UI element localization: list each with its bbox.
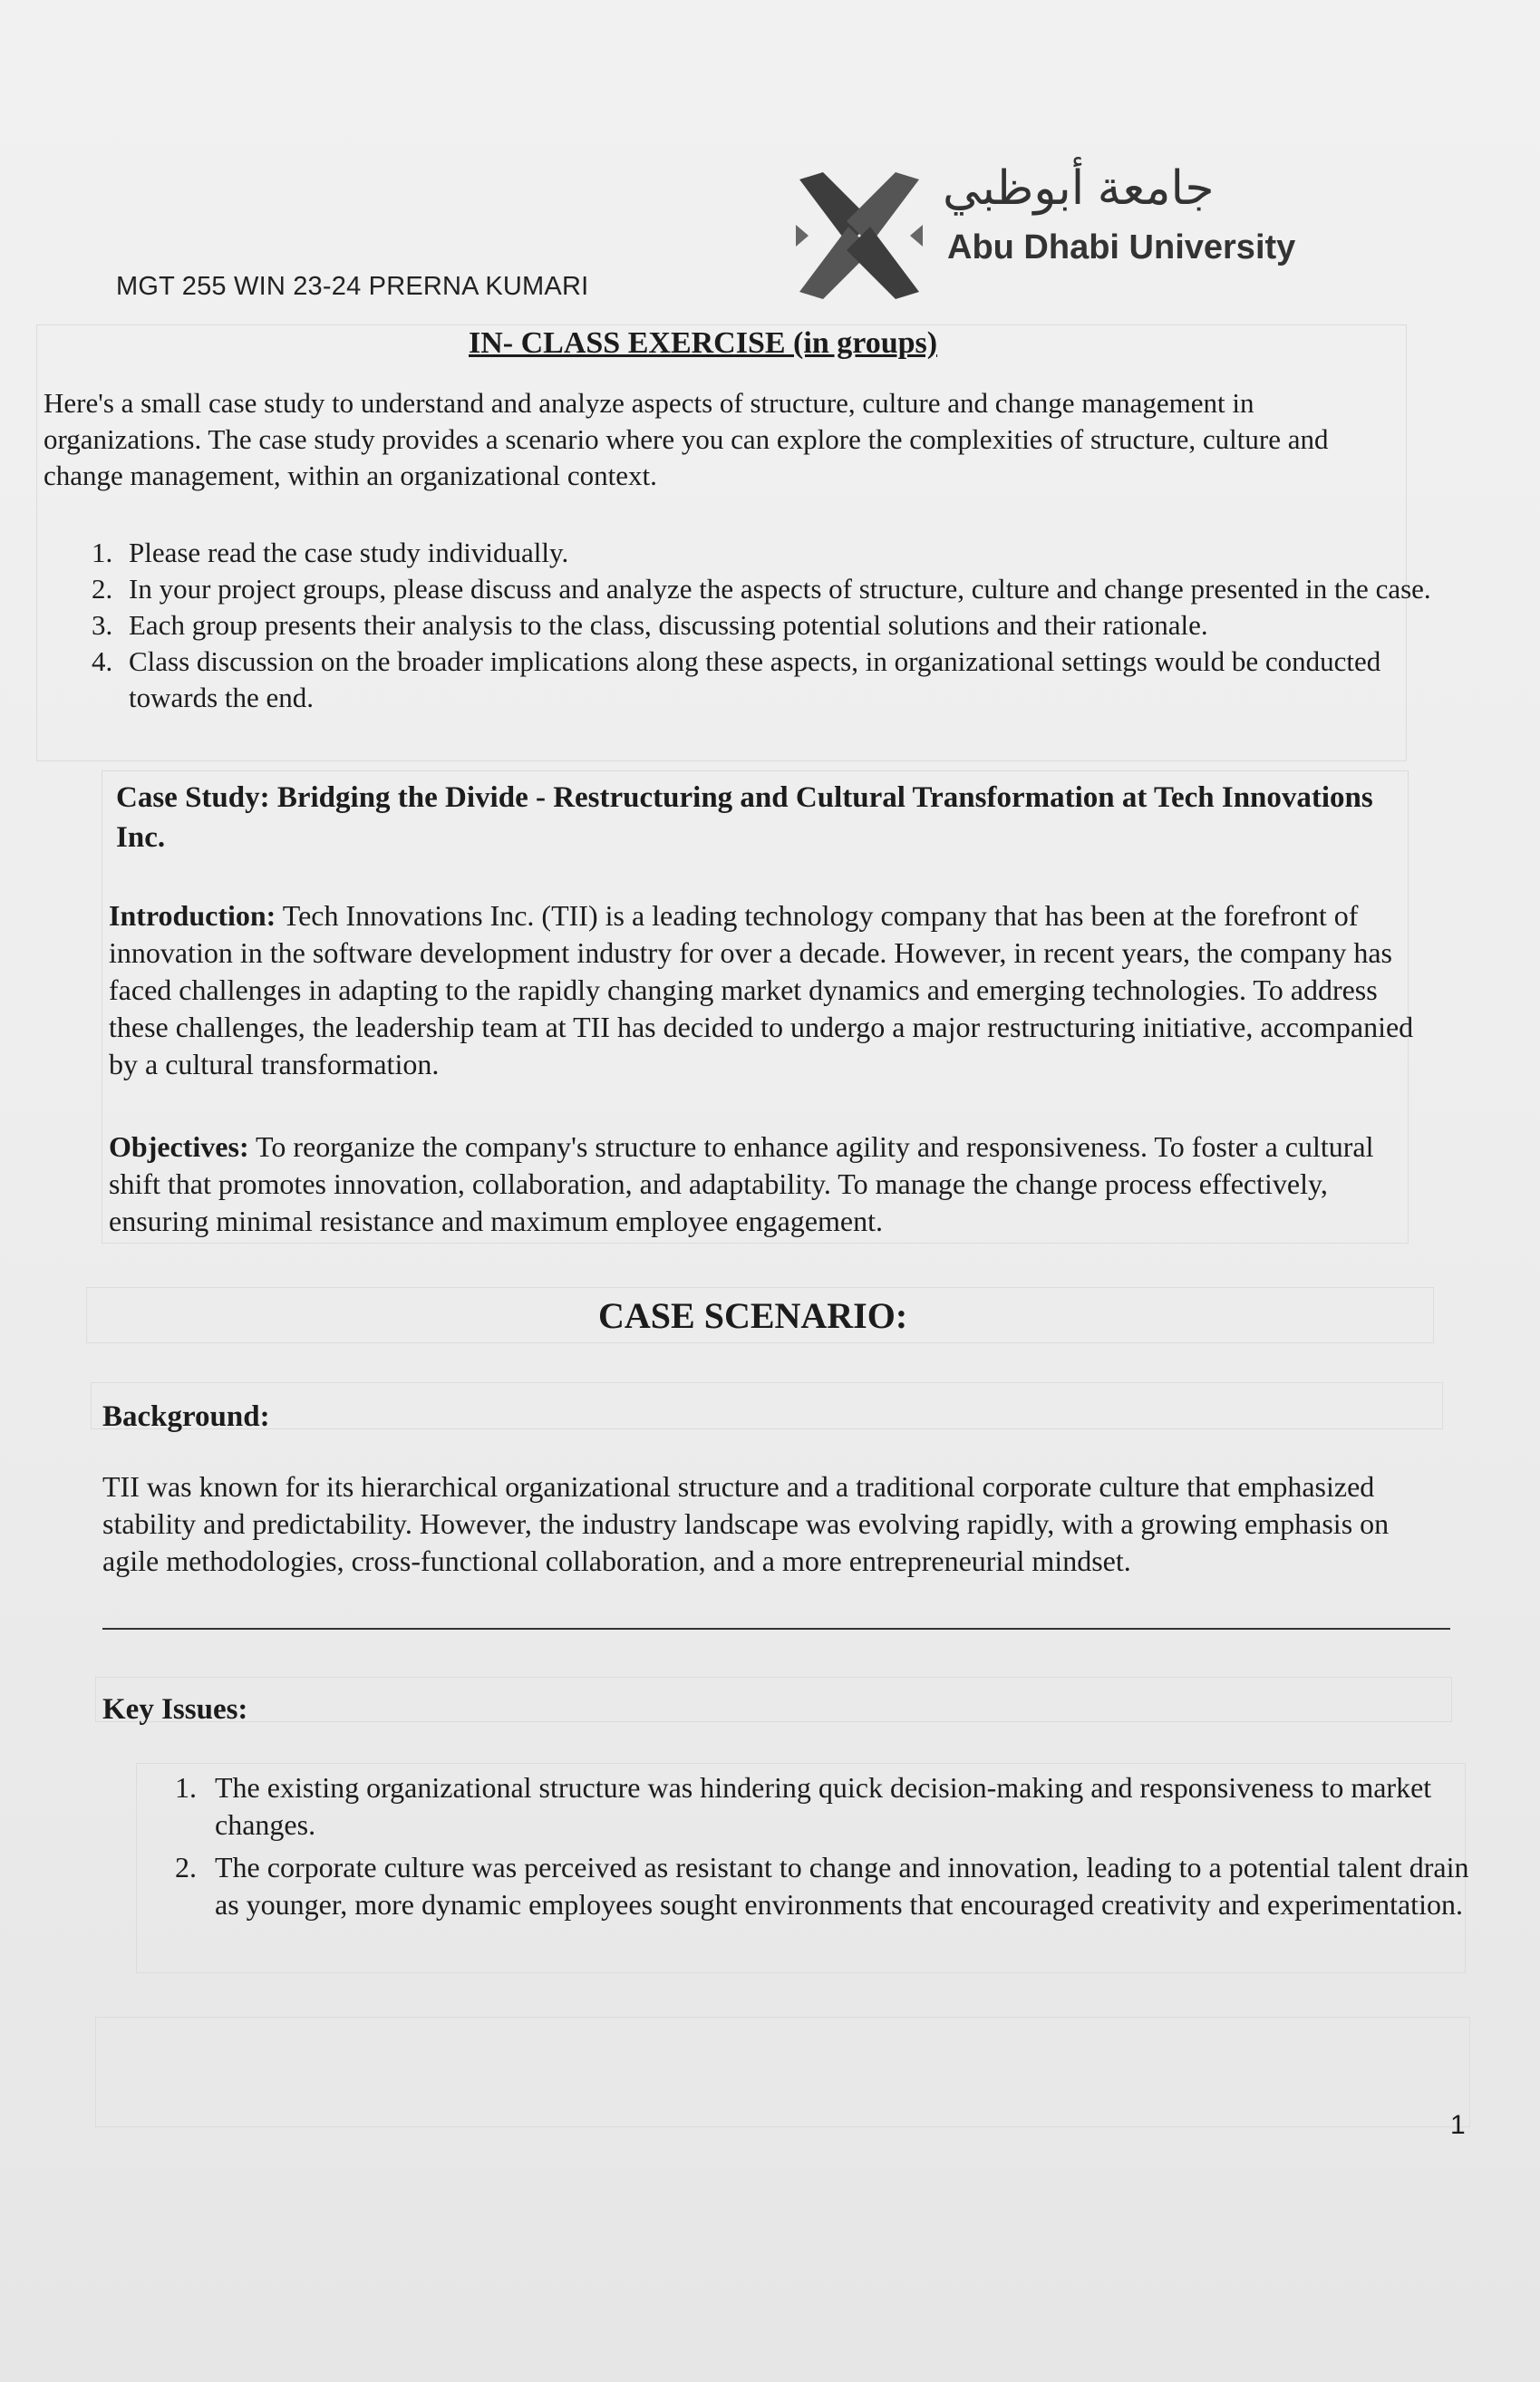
faint-box	[95, 2017, 1470, 2127]
background-heading: Background:	[102, 1400, 270, 1433]
exercise-intro: Here's a small case study to understand and analyze aspects of structure, culture and change management in organizations. The case study provides a scenario where you can explore the complexities of structure, culture and change management, within an organizational context.	[44, 387, 1329, 491]
case-study-title: Case Study: Bridging the Divide - Restructuring and Cultural Transformation at Tech Innovations Inc.	[116, 781, 1373, 854]
exercise-title: IN- CLASS EXERCISE (in groups)	[469, 326, 938, 360]
faint-box	[95, 1677, 1452, 1722]
university-name-english: Abu Dhabi University	[947, 228, 1296, 266]
page-number: 1	[1450, 2110, 1466, 2140]
list-item: 3. Each group presents their analysis to the class, discussing potential solutions and their rationale.	[120, 607, 1461, 644]
list-item: 1. The existing organizational structure was hindering quick decision-making and responsiveness to market changes.	[204, 1769, 1500, 1844]
case-scenario-heading: CASE SCENARIO:	[598, 1295, 908, 1336]
university-logo-icon	[796, 172, 923, 299]
list-item: 1. Please read the case study individually.	[120, 535, 1461, 571]
introduction-label: Introduction:	[109, 899, 276, 932]
faint-box	[91, 1382, 1443, 1429]
university-name-arabic: جامعة أبوظبي	[943, 162, 1215, 215]
list-item: 2. The corporate culture was perceived as resistant to change and innovation, leading to a potential talent drain as younger, more dynamic employees sought environments that encouraged creativity and experimentation.	[204, 1849, 1500, 1923]
divider	[102, 1628, 1450, 1630]
course-line: MGT 255 WIN 23-24 PRERNA KUMARI	[116, 272, 589, 301]
case-objectives	[109, 1128, 1414, 1240]
list-item: 2. In your project groups, please discuss and analyze the aspects of structure, culture and change presented in the case.	[120, 571, 1461, 607]
exercise-steps	[54, 535, 1461, 716]
key-issues-heading: Key Issues:	[102, 1693, 248, 1726]
introduction-text: Tech Innovations Inc. (TII) is a leading technology company that has been at the forefront of innovation in the software development industry for over a decade. However, in recent years, the company has faced challenges in adapting to the rapidly changing market dynamics and emerging technologies. To address these challenges, the leadership team at TII has decided to undergo a major restructuring initiative, accompanied by a cultural transformation.	[109, 899, 1414, 1080]
list-item: 4. Class discussion on the broader implications along these aspects, in organizational settings would be conducted towards the end.	[120, 644, 1461, 716]
case-introduction	[109, 897, 1414, 1083]
key-issues-list	[140, 1769, 1500, 1929]
background-text: TII was known for its hierarchical organizational structure and a traditional corporate culture that emphasized stability and predictability. However, the industry landscape was evolving rapidly, with a growing emphasis on agile methodologies, cross-functional collaboration, and a more entrepreneurial mindset.	[102, 1470, 1390, 1577]
objectives-text: To reorganize the company's structure to enhance agility and responsiveness. To foster a cultural shift that promotes innovation, collaboration, and adaptability. To manage the change process effectively, ensuring minimal resistance and maximum employee engagement.	[109, 1130, 1374, 1237]
objectives-label: Objectives:	[109, 1130, 249, 1163]
